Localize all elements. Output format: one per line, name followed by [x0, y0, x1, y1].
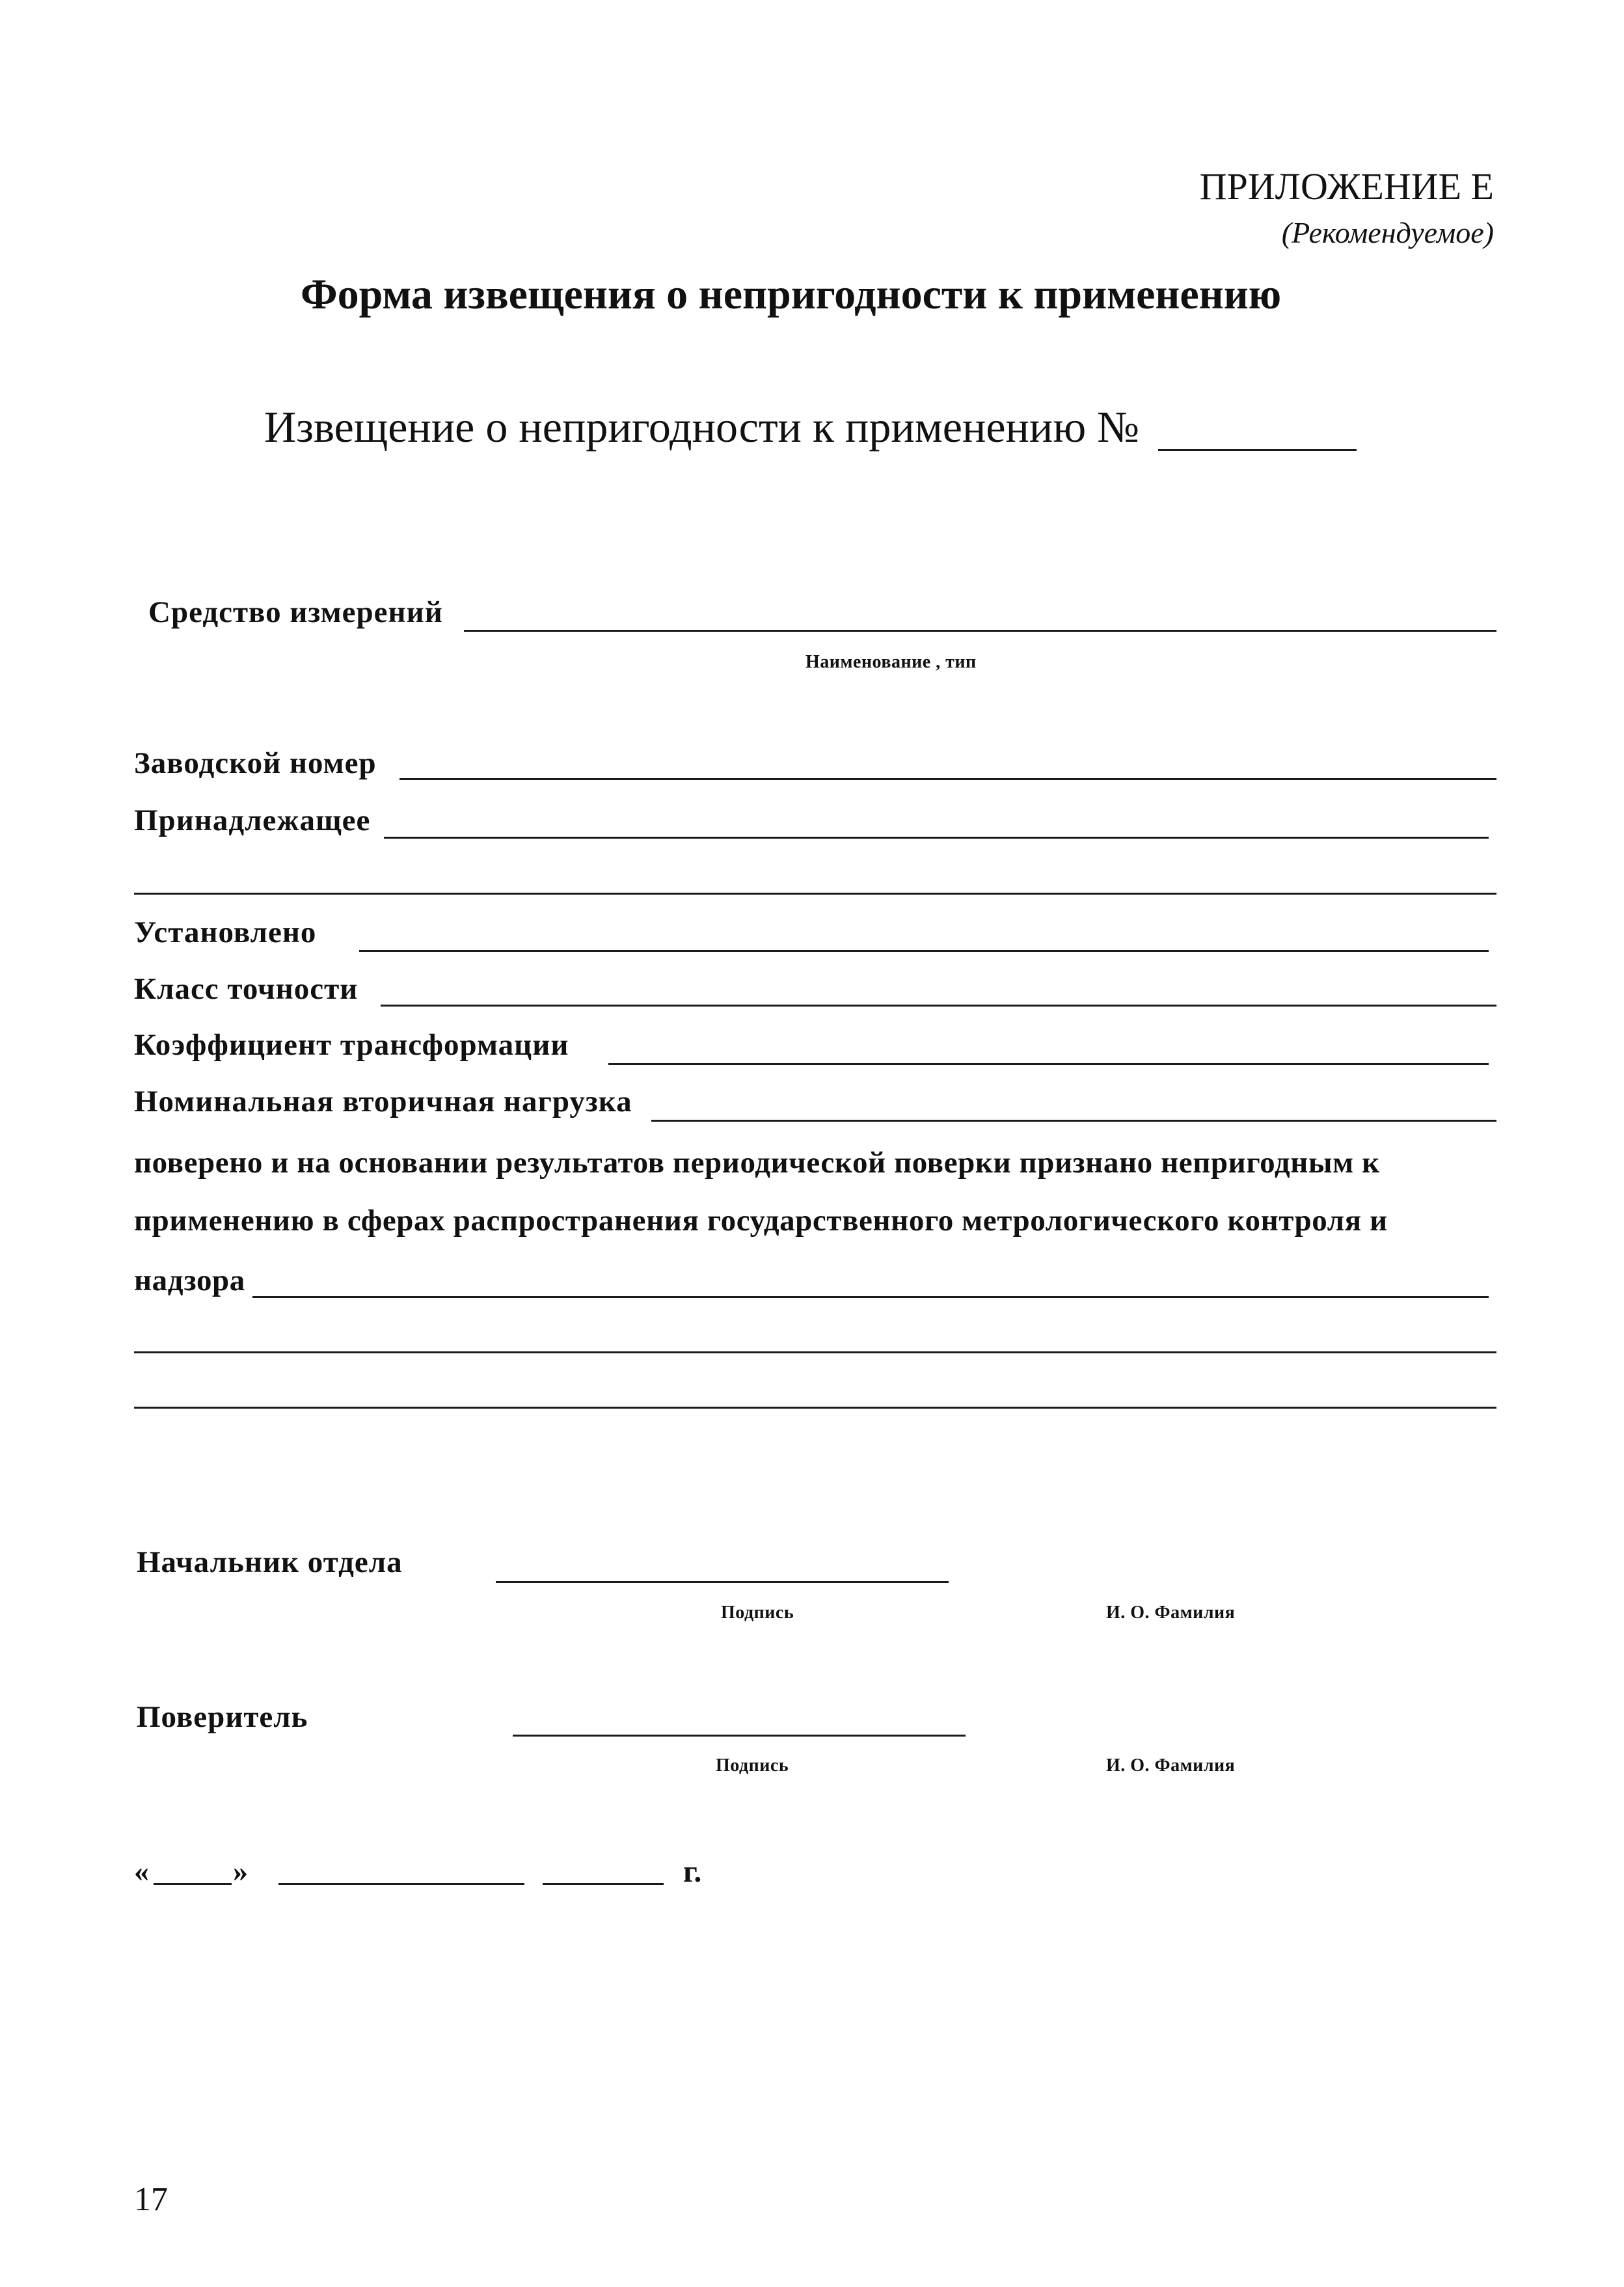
accuracy-line[interactable]	[381, 1005, 1496, 1007]
date-year-line[interactable]	[543, 1883, 664, 1885]
serial-label: Заводской номер	[134, 746, 377, 780]
conclusion-line-2: применению в сферах распространения государственного метрологического контроля и	[134, 1204, 1388, 1238]
conclusion-line-3: надзора	[134, 1264, 245, 1297]
verifier-signature-line[interactable]	[513, 1735, 966, 1737]
page-number: 17	[134, 2181, 168, 2218]
form-title: Форма извещения о непригодности к применению	[301, 271, 1282, 318]
recommended-label: (Рекомендуемое)	[1281, 216, 1494, 249]
conclusion-line-1: поверено и на основании результатов периодической поверки признано непригодным к	[134, 1146, 1380, 1180]
owner-line[interactable]	[384, 837, 1489, 839]
head-signature-line[interactable]	[496, 1581, 949, 1583]
instrument-line[interactable]	[464, 630, 1496, 632]
verifier-name-caption: И. О. Фамилия	[1106, 1755, 1236, 1776]
verifier-label: Поверитель	[137, 1700, 308, 1734]
installed-line[interactable]	[359, 950, 1489, 952]
instrument-label: Средство измерений	[148, 595, 443, 629]
supervision-line-2[interactable]	[134, 1351, 1496, 1353]
verifier-signature-caption: Подпись	[716, 1755, 789, 1776]
notice-title: Извещение о непригодности к применению №	[264, 402, 1139, 452]
head-name-caption: И. О. Фамилия	[1106, 1603, 1236, 1623]
installed-label: Установлено	[134, 915, 317, 949]
supervision-line[interactable]	[252, 1296, 1489, 1298]
supervision-line-3[interactable]	[134, 1407, 1496, 1409]
owner-label: Принадлежащее	[134, 804, 371, 837]
date-month-line[interactable]	[278, 1883, 524, 1885]
date-close-quote: »	[233, 1854, 248, 1888]
owner-line-2[interactable]	[134, 893, 1496, 895]
load-line[interactable]	[651, 1120, 1496, 1122]
load-label: Номинальная вторичная нагрузка	[134, 1085, 632, 1118]
ratio-label: Коэффициент трансформации	[134, 1028, 569, 1062]
date-day-line[interactable]	[154, 1883, 232, 1885]
instrument-caption: Наименование , тип	[805, 652, 977, 672]
head-signature-caption: Подпись	[721, 1603, 794, 1623]
serial-line[interactable]	[399, 778, 1496, 780]
appendix-label: ПРИЛОЖЕНИЕ Е	[1199, 165, 1494, 208]
date-year-suffix: г.	[683, 1854, 702, 1889]
notice-number-line[interactable]	[1158, 449, 1357, 451]
date-open-quote: «	[134, 1854, 149, 1888]
ratio-line[interactable]	[608, 1063, 1489, 1065]
accuracy-label: Класс точности	[134, 972, 359, 1006]
head-label: Начальник отдела	[137, 1545, 403, 1579]
